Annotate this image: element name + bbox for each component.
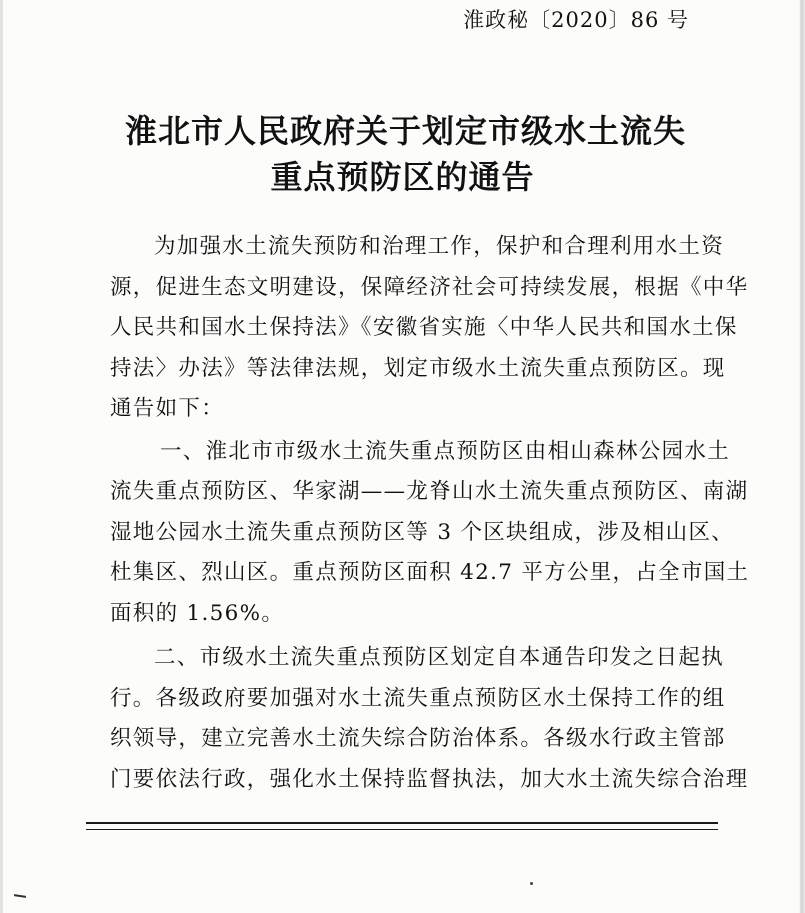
para3-line: 门要依法行政，强化水土保持监督执法，加大水土流失综合治理 [110, 766, 749, 792]
document-number: 淮政秘〔2020〕86 号 [463, 8, 689, 32]
para3-line: 行。各级政府要加强对水土流失重点预防区水土保持工作的组 [110, 685, 726, 711]
para1-line: 持法〉办法》等法律法规，划定市级水土流失重点预防区。现 [110, 355, 726, 381]
footer-rule-thick [86, 822, 718, 824]
para2-line: 面积的 1.56%。 [110, 600, 285, 626]
document-title [0, 108, 805, 200]
para1-line: 通告如下： [110, 396, 225, 421]
para1-line: 为加强水土流失预防和治理工作，保护和合理利用水土资 [154, 234, 725, 259]
document-body [110, 227, 750, 800]
scan-artifact-mark [14, 894, 26, 898]
para2-line: 杜集区、烈山区。重点预防区面积 42.7 平方公里，占全市国土 [110, 560, 750, 585]
para2-line: 湿地公园水土流失重点预防区等 3 个区块组成，涉及相山区、 [110, 519, 735, 545]
para2-line: 一、淮北市市级水土流失重点预防区由相山森林公园水土 [160, 438, 731, 464]
scan-artifact-dot [530, 882, 533, 885]
scan-right-edge [799, 0, 805, 913]
title-line-2: 重点预防区的通告 [270, 158, 535, 196]
title-line-1: 淮北市人民政府关于划定市级水土流失 [124, 112, 686, 150]
para3-line: 织领导，建立完善水土流失综合防治体系。各级水行政主管部 [110, 726, 726, 751]
para3-line: 二、市级水土流失重点预防区划定自本通告印发之日起执 [154, 645, 725, 670]
footer-rule-thin [86, 829, 718, 830]
para2-line: 流失重点预防区、华家湖——龙脊山水土流失重点预防区、南湖 [110, 479, 749, 504]
para1-line: 源，促进生态文明建设，保障经济社会可持续发展，根据《中华 [110, 274, 749, 300]
para1-line: 人民共和国水土保持法》《安徽省实施〈中华人民共和国水土保 [110, 315, 738, 340]
